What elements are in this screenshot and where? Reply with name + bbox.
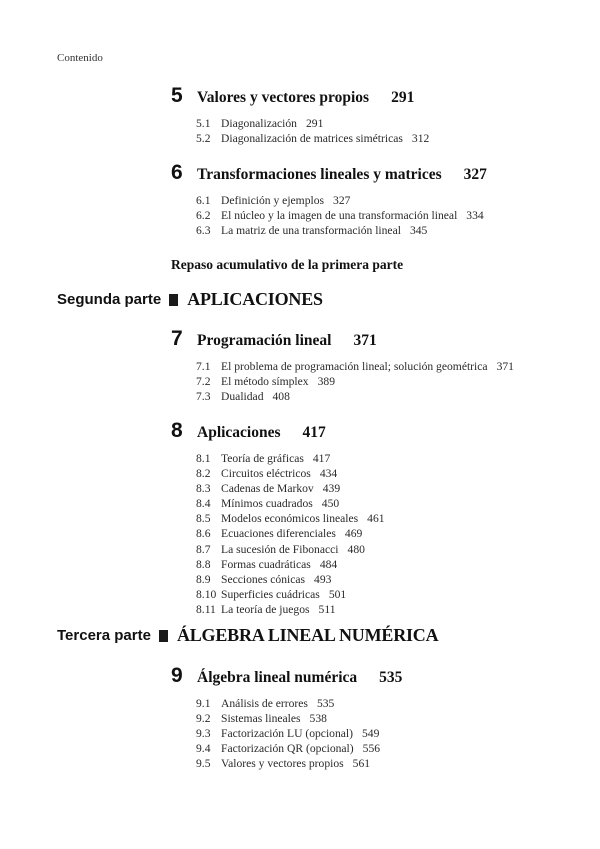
section-item: 5.1 Diagonalización 291: [196, 117, 324, 130]
chapter-number: 9: [171, 664, 183, 687]
part-heading-3: [57, 625, 438, 646]
section-item: 8.1 Teoría de gráficas 417: [196, 452, 331, 465]
chapter-page: 371: [353, 332, 377, 349]
section-item: 6.1 Definición y ejemplos 327: [196, 194, 351, 207]
section-list: [196, 193, 487, 238]
section-item: 7.2 El método símplex 389: [196, 375, 335, 389]
section-item: 8.10 Superficies cuádricas 501: [196, 587, 347, 601]
section-item: 7.3 Dualidad 408: [196, 390, 290, 404]
section-item: 6.2 El núcleo y la imagen de una transformación lineal 334: [196, 209, 484, 223]
section-item: 8.8 Formas cuadráticas 484: [196, 557, 338, 571]
chapter-title: Álgebra lineal numérica: [197, 669, 358, 686]
section-item: 9.1 Análisis de errores 535: [196, 697, 335, 710]
section-item: 8.5 Modelos económicos lineales 461: [196, 512, 385, 526]
section-item: 8.3 Cadenas de Markov 439: [196, 482, 341, 496]
section-list: [196, 451, 385, 617]
section-item: 8.11 La teoría de juegos 511: [196, 602, 336, 616]
section-item: 8.4 Mínimos cuadrados 450: [196, 497, 340, 511]
section-list: [196, 116, 429, 146]
chapter-number: 8: [171, 419, 183, 442]
chapter-5: [171, 84, 429, 146]
black-square-icon: [159, 630, 168, 642]
cumulative-review-heading: Repaso acumulativo de la primera parte: [171, 257, 404, 272]
chapter-number: 5: [171, 84, 183, 107]
chapter-title: Valores y vectores propios: [197, 89, 370, 106]
section-item: 9.3 Factorización LU (opcional) 549: [196, 727, 380, 741]
part-title: APLICACIONES: [187, 289, 323, 309]
running-head: Contenido: [57, 52, 103, 64]
section-list: [196, 696, 402, 771]
section-list: [196, 359, 514, 404]
chapter-title: Programación lineal: [197, 332, 332, 349]
section-item: 8.2 Circuitos eléctricos 434: [196, 467, 338, 481]
chapter-number: 6: [171, 161, 183, 184]
section-item: 8.9 Secciones cónicas 493: [196, 572, 332, 586]
chapter-page: 417: [302, 424, 326, 441]
part-label: Segunda parte: [57, 291, 162, 308]
section-item: 8.6 Ecuaciones diferenciales 469: [196, 527, 363, 541]
chapter-page: 291: [391, 89, 415, 106]
chapter-title: Aplicaciones: [197, 424, 281, 441]
section-item: 9.2 Sistemas lineales 538: [196, 712, 327, 726]
part-heading-2: [57, 289, 323, 310]
part-label: Tercera parte: [57, 627, 151, 644]
section-item: 6.3 La matriz de una transformación lineal 345: [196, 224, 428, 238]
chapter-9: [171, 664, 402, 771]
part-title: ÁLGEBRA LINEAL NUMÉRICA: [176, 625, 439, 645]
chapter-page: 535: [379, 669, 403, 686]
chapter-number: 7: [171, 327, 183, 350]
section-item: 5.2 Diagonalización de matrices simétricas 312: [196, 132, 430, 146]
chapter-7: [171, 327, 514, 404]
chapter-8: [171, 419, 385, 617]
section-item: 7.1 El problema de programación lineal; solución geométrica 371: [196, 360, 514, 373]
section-item: 9.4 Factorización QR (opcional) 556: [196, 742, 381, 756]
section-item: 9.5 Valores y vectores propios 561: [196, 757, 371, 771]
black-square-icon: [169, 294, 178, 306]
chapter-title: Transformaciones lineales y matrices: [197, 166, 442, 183]
chapter-page: 327: [463, 166, 487, 183]
chapter-6: [171, 161, 487, 238]
section-item: 8.7 La sucesión de Fibonacci 480: [196, 542, 365, 556]
